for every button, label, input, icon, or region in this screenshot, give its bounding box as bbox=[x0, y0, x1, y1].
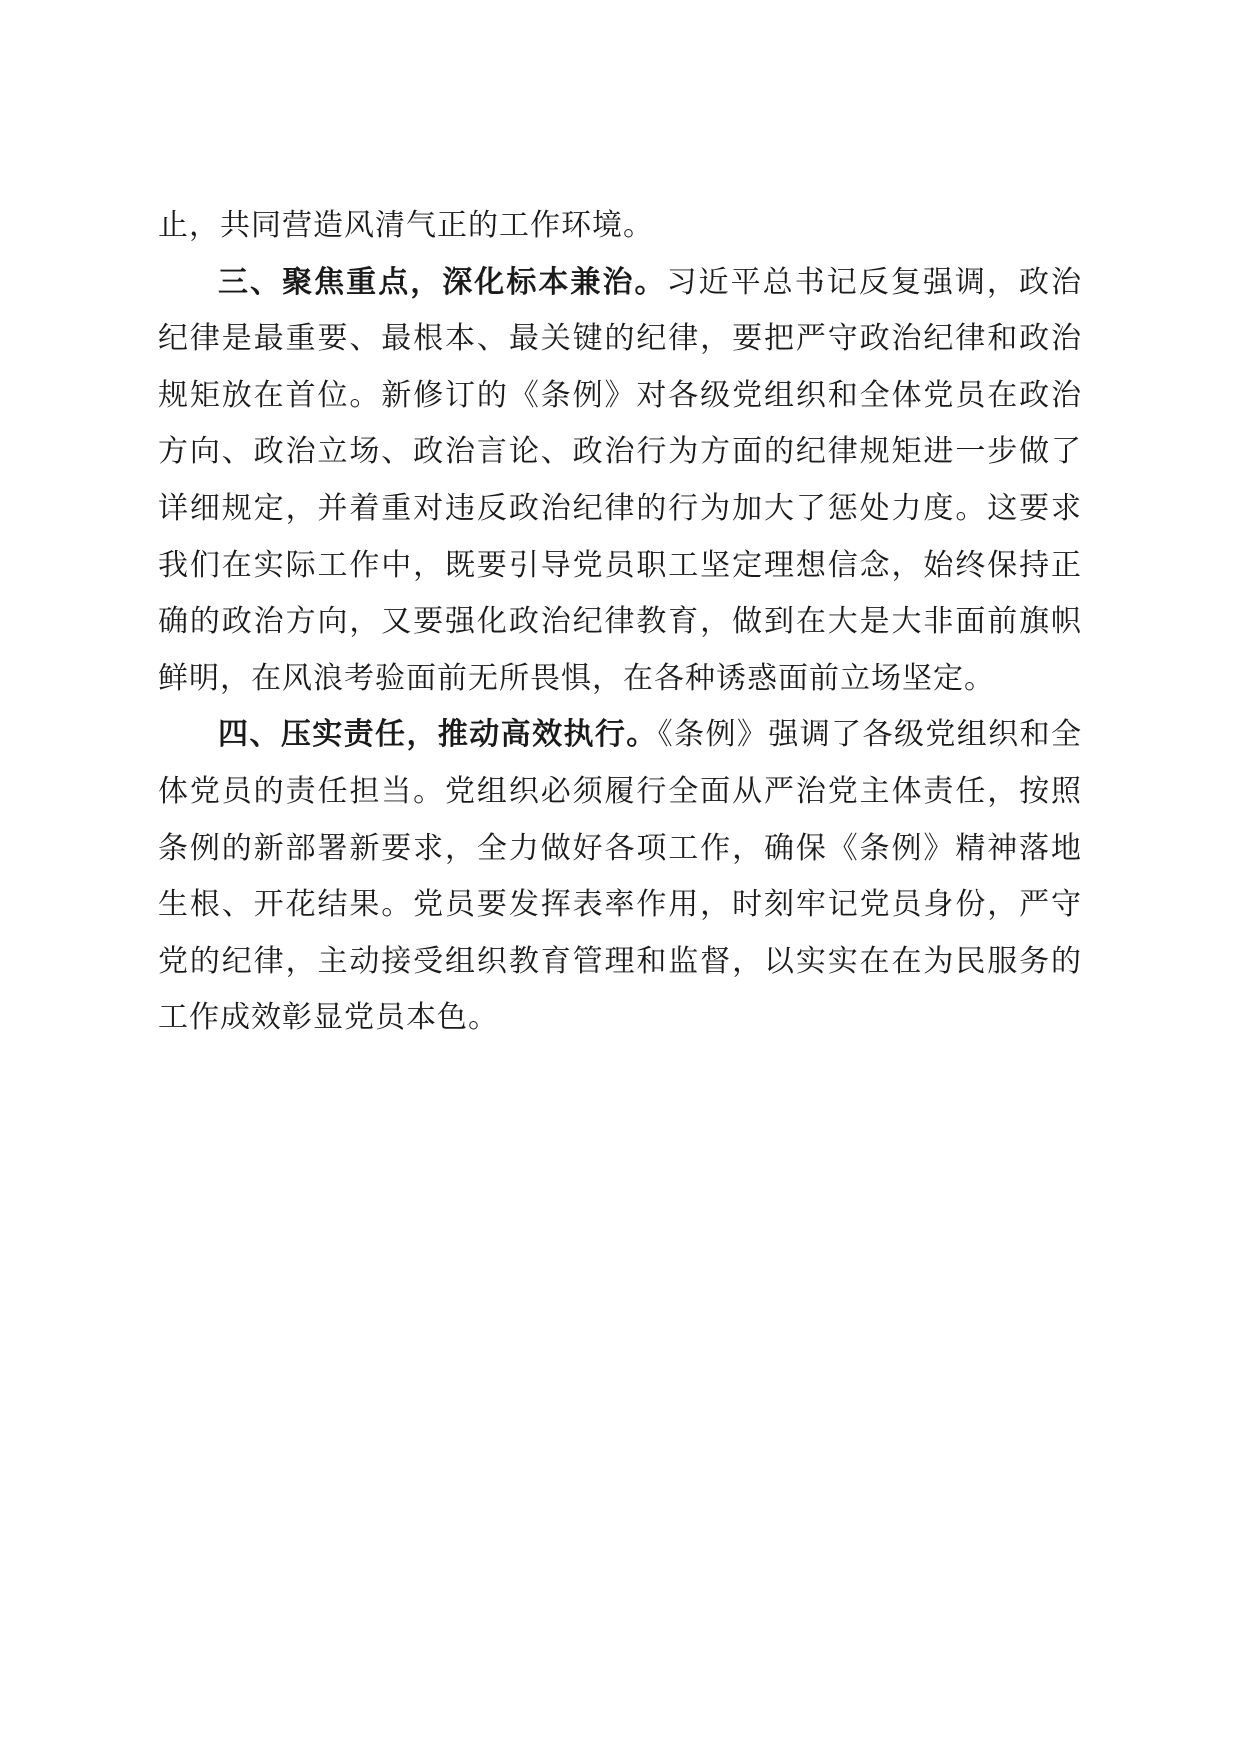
section-heading: 四、压实责任，推动高效执行。 bbox=[218, 717, 658, 753]
paragraph-text: 止，共同营造风清气正的工作环境。 bbox=[158, 208, 654, 243]
paragraph-continuation bbox=[158, 198, 1082, 255]
document-body bbox=[158, 198, 1082, 1047]
paragraph-section-three bbox=[158, 255, 1082, 708]
paragraph-text: 《条例》强调了各级党组织和全体党员的责任担当。党组织必须履行全面从严治党主体责任，按照条例的新部署新要求，全力做好各项工作，确保《条例》精神落地生根、开花结果。党员要发挥表率作用，时刻牢记党员身份，严守党的纪律，主动接受组织教育管理和监督，以实实在在为民服务的工作成效彰显党员本色。 bbox=[158, 717, 1082, 1036]
paragraph-text: 习近平总书记反复强调，政治纪律是最重要、最根本、最关键的纪律，要把严守政治纪律和政治规矩放在首位。新修订的《条例》对各级党组织和全体党员在政治方向、政治立场、政治言论、政治行为方面的纪律规矩进一步做了详细规定，并着重对违反政治纪律的行为加大了惩处力度。这要求我们在实际工作中，既要引导党员职工坚定理想信念，始终保持正确的政治方向，又要强化政治纪律教育，做到在大是大非面前旗帜鲜明，在风浪考验面前无所畏惧，在各种诱惑面前立场坚定。 bbox=[158, 264, 1083, 696]
paragraph-section-four bbox=[158, 707, 1082, 1047]
section-heading: 三、聚焦重点，深化标本兼治。 bbox=[218, 264, 667, 300]
